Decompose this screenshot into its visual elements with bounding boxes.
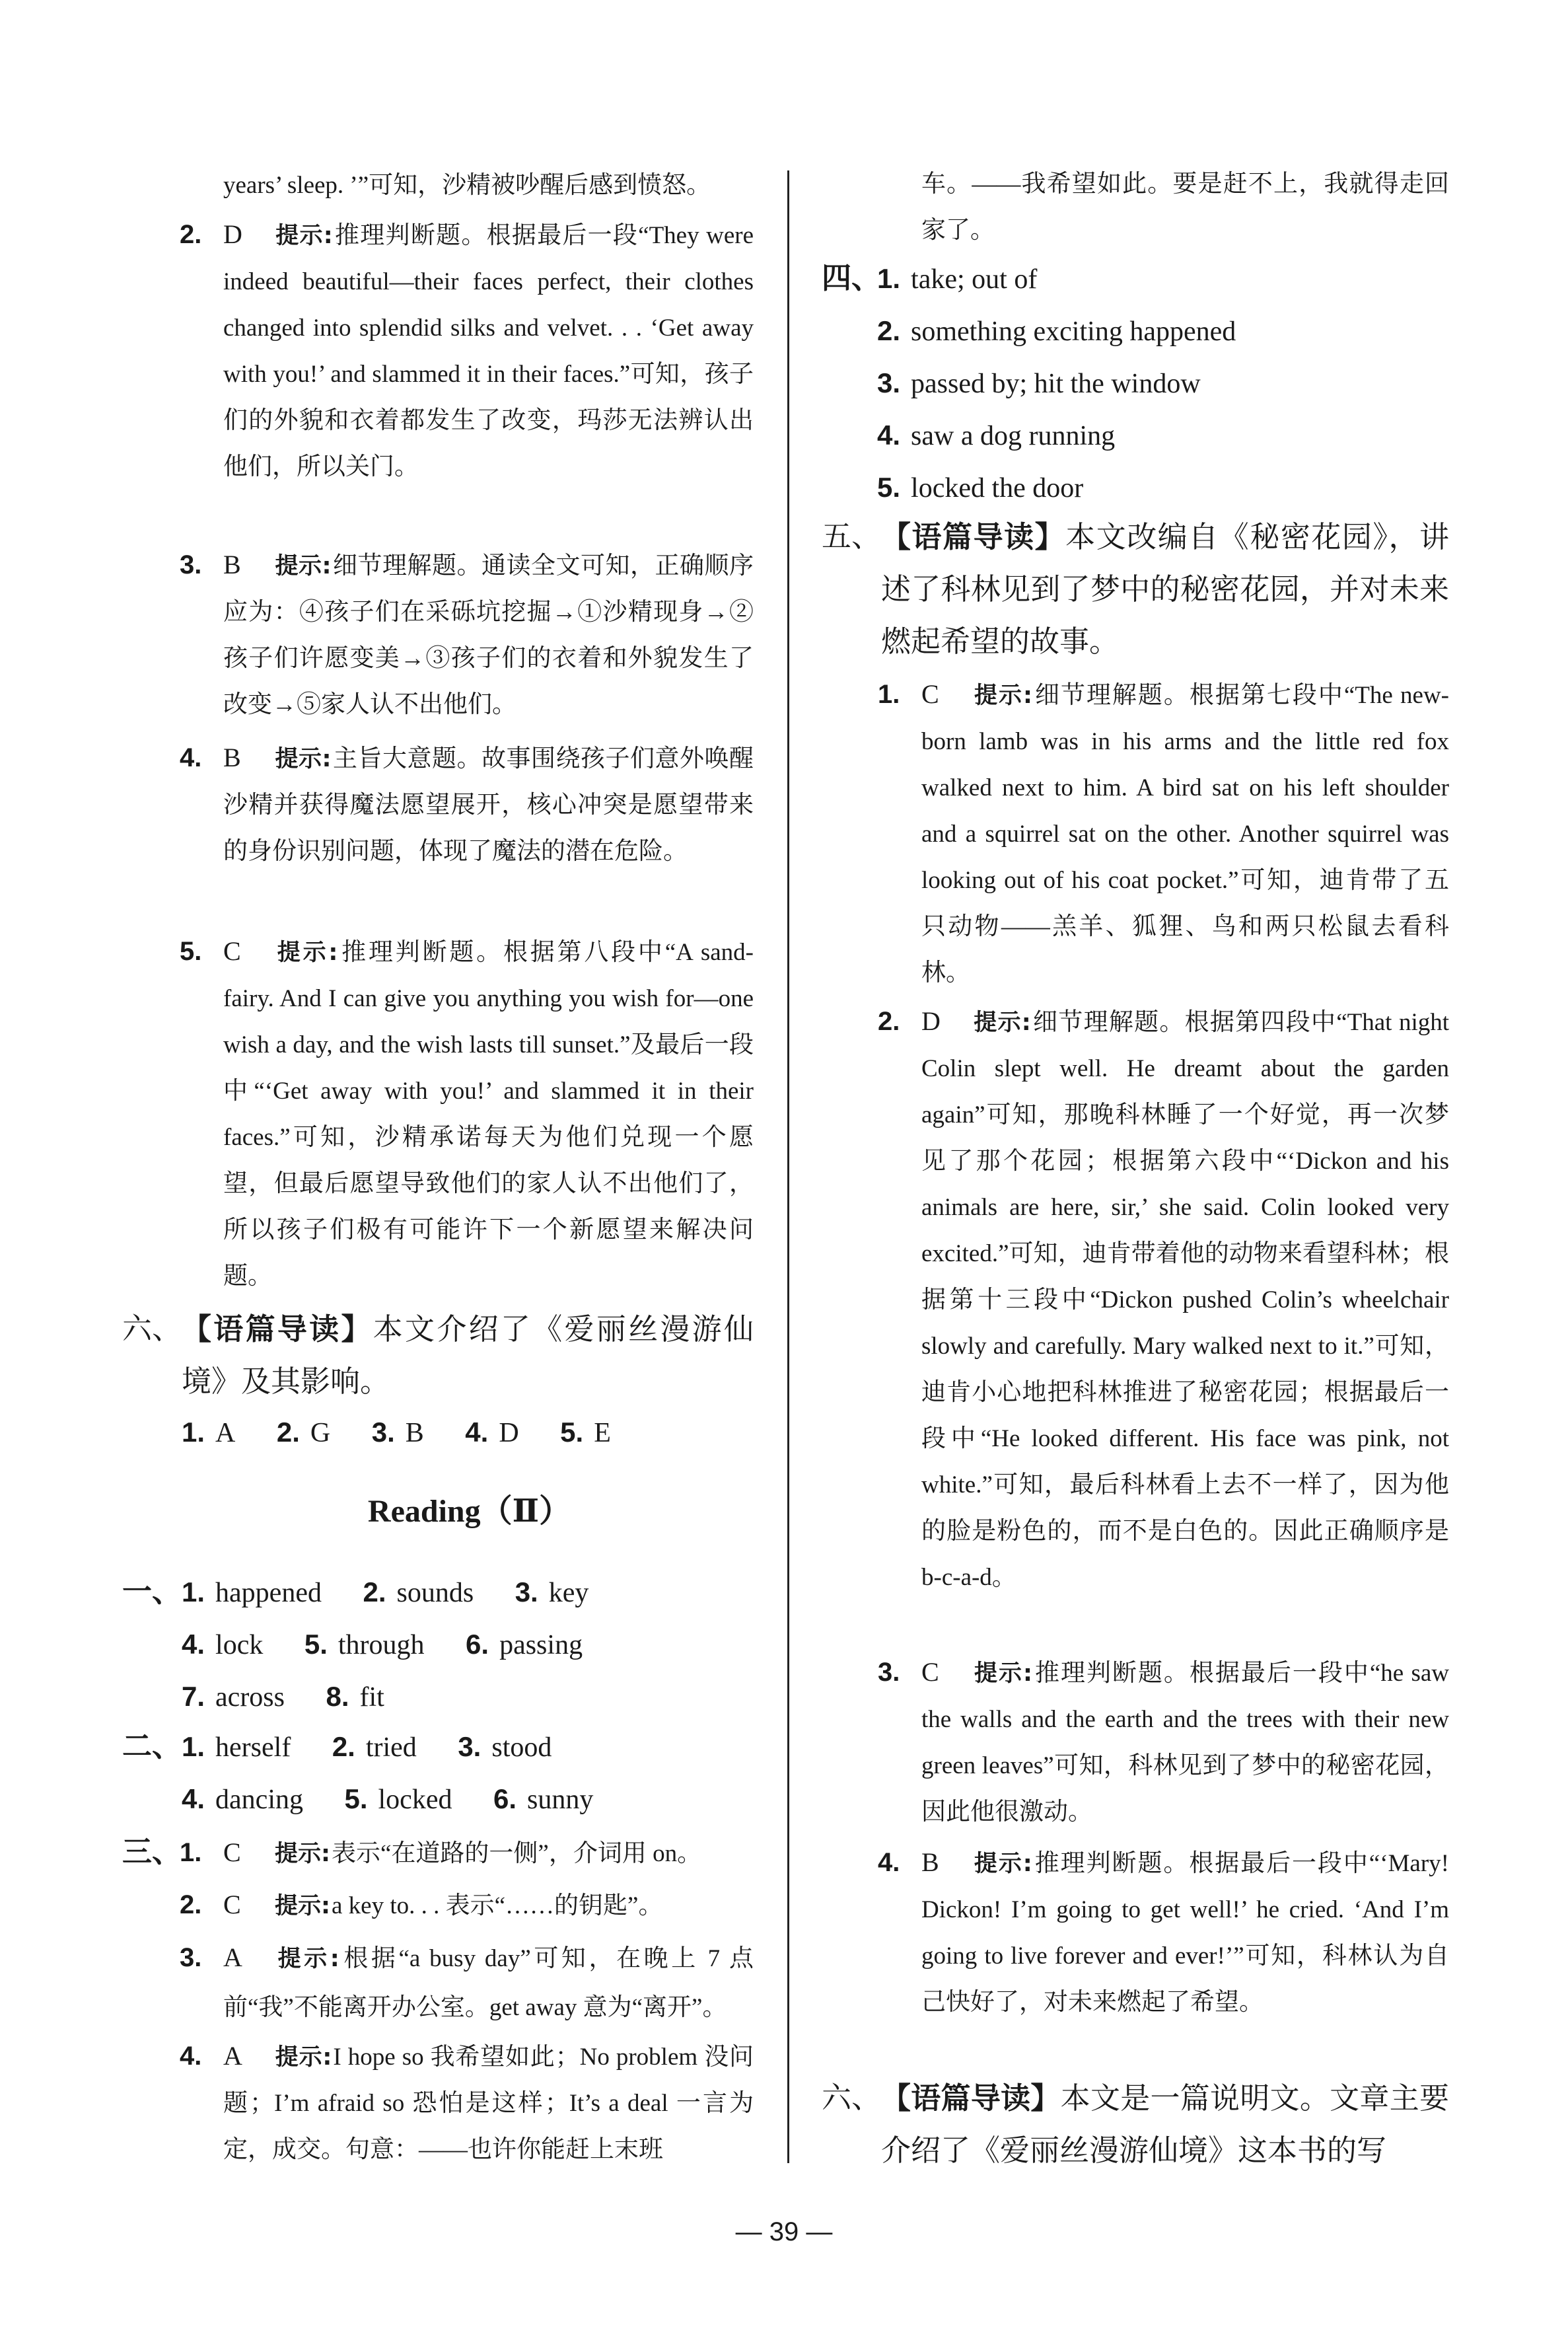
hint-label: 提示: <box>973 1851 1032 1877</box>
answer-number: 1. <box>182 1417 205 1448</box>
vocab-word: tried <box>365 1732 417 1763</box>
vocab-word: locked <box>378 1785 452 1815</box>
hint-label: 提示: <box>275 1893 330 1919</box>
answer-value: D <box>499 1418 519 1448</box>
hint-label: 提示: <box>973 683 1032 709</box>
vocab-number: 5. <box>344 1783 368 1814</box>
phrase-answer: saw a dog running <box>911 421 1116 451</box>
section-6-answers <box>182 1406 645 1459</box>
vocab-number: 1. <box>182 1731 205 1762</box>
vocab-word: fit <box>359 1682 384 1713</box>
answer-number: 3. <box>371 1417 395 1448</box>
vocab-word: passing <box>499 1630 583 1660</box>
hint-text: 细节理解题。根据第七段中“The new-born lamb was in his arms and the little red fox walked next to him. A bird sat on his left shoulder and a squirrel sat on the other. Another squirrel was looking out of his coat pocket.”可知，迪肯带了五只动物——羔羊、狐狸、鸟和两只松鼠去看科林。 <box>921 682 1449 986</box>
vocab-number: 3. <box>515 1576 538 1607</box>
right-continuation: 车。——我希望如此。要是赶不上，我就得走回家了。 <box>921 170 1449 244</box>
section-label: 一、 <box>122 1575 182 1608</box>
answer-value: A <box>215 1418 236 1448</box>
item-number: 3. <box>878 1658 900 1687</box>
guide-label: 【语篇导读】 <box>881 519 1066 554</box>
item-number: 1. <box>878 680 900 709</box>
answer-item <box>878 998 1449 1601</box>
answer-item <box>878 1839 1449 2026</box>
guide-label: 【语篇导读】 <box>881 2081 1061 2116</box>
item-answer: C <box>921 1657 939 1687</box>
answer-number: 2. <box>276 1417 300 1448</box>
vocab-number: 7. <box>182 1681 205 1712</box>
hint-text: 主旨大意题。故事围绕孩子们意外唤醒沙精并获得魔法愿望展开，核心冲突是愿望带来的身份识别问题，体现了魔法的潜在危险。 <box>223 745 754 865</box>
section-6-header <box>122 1303 754 1408</box>
phrase-answer: take; out of <box>911 264 1038 295</box>
answer-value: G <box>310 1418 331 1448</box>
vocab-number: 5. <box>304 1629 328 1660</box>
item-number: 4. <box>180 2042 202 2071</box>
answer-item <box>180 1933 754 2032</box>
hint-text: 根据“a busy day”可知，在晚上 7 点前“我”不能离开办公室。get away 意为“离开”。 <box>223 1945 754 2021</box>
vocab-word: sunny <box>527 1785 594 1815</box>
vocab-word: lock <box>215 1630 264 1660</box>
section-label: 四、 <box>822 262 882 295</box>
item-answer: A <box>223 1942 242 1972</box>
phrase-answer: something exciting happened <box>911 316 1236 347</box>
guide-text: 本文改编自《秘密花园》，讲述了科林见到了梦中的秘密花园，并对未来燃起希望的故事。 <box>881 521 1449 658</box>
vocab-word: sounds <box>396 1578 474 1608</box>
answer-item <box>180 735 754 875</box>
hint-label: 提示: <box>275 746 332 772</box>
phrase-row <box>877 409 1149 462</box>
item-answer: B <box>223 550 241 579</box>
answer-number: 4. <box>465 1417 489 1448</box>
vocab-row <box>182 1670 419 1724</box>
item-answer: C <box>223 936 241 966</box>
item-number: 1. <box>180 1838 202 1867</box>
item-answer: D <box>921 1006 941 1036</box>
vocab-word: dancing <box>215 1785 303 1815</box>
vocab-word: herself <box>215 1732 291 1763</box>
vocab-word: across <box>215 1682 285 1713</box>
answer-number: 5. <box>560 1417 584 1448</box>
left-continuation: years’ sleep. ’”可知，沙精被吵醒后感到愤怒。 <box>223 172 711 199</box>
answer-item <box>180 2033 754 2173</box>
hint-text: 推理判断题。根据最后一段“They were indeed beautiful—their faces perfect, their clothes changed into splendid silks and velvet. . . ‘Get away with you!’ and slammed it in their faces.”可知，孩子们的外貌和衣着都发生了改变，玛莎无法辨认出他们，所以关门。 <box>223 222 754 480</box>
item-number: 2. <box>878 1007 900 1036</box>
page-number: — 39 — <box>735 2217 833 2246</box>
hint-text: 细节理解题。根据第四段中“That night Colin slept well. He dreamt about the garden again”可知，那晚科林睡了一个好觉，再一次梦见了那个花园；根据第六段中“‘Dickon and his animals are here, sir,’ she said. Colin looked very excited.”可知，迪肯带着他的动物来看望科林；根据第十三段中“Dickon pushed Colin’s wheelchair slowly and carefully. Mary walked next to it.”可知，迪肯小心地把科林推进了秘密花园；根据最后一段中“He looked different. His face was pink, not white.”可知，最后科林看上去不一样了，因为他的脸是粉色的，而不是白色的。因此正确顺序是 b-c-a-d。 <box>921 1009 1449 1591</box>
phrase-number: 1. <box>877 263 901 294</box>
phrase-number: 5. <box>877 472 901 503</box>
answer-value: B <box>405 1418 424 1448</box>
section-heading: Reading（Ⅱ） <box>367 1494 571 1529</box>
item-number: 4. <box>180 743 202 772</box>
vocab-number: 6. <box>493 1783 517 1814</box>
hint-label: 提示: <box>275 940 338 966</box>
phrase-answer: passed by; hit the window <box>911 369 1201 399</box>
answer-item <box>180 1829 754 1878</box>
vocab-number: 1. <box>182 1576 205 1607</box>
vocab-row <box>182 1720 586 1774</box>
item-answer: B <box>223 743 241 772</box>
answer-value: E <box>594 1418 611 1448</box>
guide-text: 本文是一篇说明文。文章主要介绍了《爱丽丝漫游仙境》这本书的写 <box>881 2082 1449 2167</box>
hint-label: 提示: <box>275 1946 339 1972</box>
item-answer: C <box>223 1837 241 1867</box>
hint-text: 细节理解题。通读全文可知，正确顺序应为：④孩子们在采砾坑挖掘→①沙精现身→②孩子们许愿变美→③孩子们的衣着和外貌发生了改变→⑤家人认不出他们。 <box>223 552 754 718</box>
phrase-number: 3. <box>877 367 901 398</box>
phrase-number: 2. <box>877 315 901 346</box>
vocab-number: 4. <box>182 1629 205 1660</box>
phrase-number: 4. <box>877 420 901 451</box>
vocab-word: happened <box>215 1578 322 1608</box>
section-5-header <box>822 511 1449 668</box>
vocab-number: 2. <box>363 1576 386 1607</box>
answer-item <box>180 1881 754 1930</box>
hint-text: I hope so 我希望如此；No problem 没问题；I’m afraid so 恐怕是这样；It’s a deal 一言为定，成交。句意：——也许你能赶上末班 <box>223 2044 754 2163</box>
guide-label: 【语篇导读】 <box>182 1311 373 1347</box>
item-number: 4. <box>878 1848 900 1877</box>
phrase-row <box>877 305 1270 358</box>
item-number: 3. <box>180 1943 202 1972</box>
hint-label: 提示: <box>275 1841 330 1867</box>
vocab-number: 2. <box>332 1731 355 1762</box>
hint-text: a key to. . . 表示“……的钥匙”。 <box>332 1892 663 1919</box>
answer-item <box>180 211 754 490</box>
item-answer: D <box>223 219 242 249</box>
section-label: 三、 <box>122 1835 182 1868</box>
item-answer: C <box>223 1890 241 1919</box>
section-label: 二、 <box>122 1730 182 1763</box>
phrase-row <box>877 252 1071 306</box>
section-label: 五、 <box>822 520 882 553</box>
item-answer: A <box>223 2041 242 2071</box>
vocab-number: 6. <box>466 1629 489 1660</box>
vocab-number: 8. <box>326 1681 349 1712</box>
answer-item <box>180 542 754 728</box>
item-number: 5. <box>180 937 202 966</box>
hint-label: 提示: <box>275 223 333 249</box>
vocab-row <box>182 1773 627 1826</box>
item-answer: C <box>921 679 939 709</box>
vocab-number: 4. <box>182 1783 205 1814</box>
phrase-answer: locked the door <box>911 473 1084 503</box>
answer-item <box>878 1649 1450 1835</box>
hint-label: 提示: <box>973 1660 1032 1687</box>
item-number: 2. <box>180 220 202 249</box>
phrase-row <box>877 357 1235 410</box>
vocab-word: stood <box>491 1732 552 1763</box>
section-label: 六、 <box>822 2081 882 2114</box>
phrase-row <box>877 461 1118 515</box>
answer-item <box>180 928 754 1300</box>
item-number: 3. <box>180 550 202 579</box>
answer-item <box>878 671 1449 996</box>
hint-label: 提示: <box>275 2044 332 2071</box>
hint-label: 提示: <box>275 553 332 579</box>
hint-label: 提示: <box>973 1010 1031 1036</box>
item-number: 2. <box>180 1890 202 1919</box>
guide-text: 本文介绍了《爱丽丝漫游仙境》及其影响。 <box>182 1313 754 1398</box>
section-6-header <box>822 2072 1449 2177</box>
vocab-word: through <box>338 1630 425 1660</box>
hint-text: 表示“在道路的一侧”，介词用 on。 <box>332 1840 702 1867</box>
vocab-row <box>182 1566 623 1619</box>
hint-text: 推理判断题。根据第八段中“A sand-fairy. And I can give you anything you wish for—one wish a day, and the wish lasts till sunset.”及最后一段中“‘Get away with you!’ and slammed it in their faces.”可知，沙精承诺每天为他们兑现一个愿望，但最后愿望导致他们的家人认不出他们了，所以孩子们极有可能许下一个新愿望来解决问题。 <box>223 939 754 1290</box>
item-answer: B <box>921 1847 939 1877</box>
section-label: 六、 <box>122 1312 182 1345</box>
vocab-row <box>182 1618 617 1672</box>
column-divider <box>787 170 789 2163</box>
hint-text: 推理判断题。根据最后一段中“‘Mary! Dickon! I’m going to get well!’ he cried. ‘And I’m going to live forever and ever!’”可知，科林认为自己快好了，对未来燃起了希望。 <box>921 1850 1449 2016</box>
vocab-number: 3. <box>458 1731 481 1762</box>
hint-text: 推理判断题。根据最后一段中“he saw the walls and the earth and the trees with their new green leaves”可知，科林见到了梦中的秘密花园，因此他很激动。 <box>921 1660 1450 1826</box>
vocab-word: key <box>548 1578 589 1608</box>
